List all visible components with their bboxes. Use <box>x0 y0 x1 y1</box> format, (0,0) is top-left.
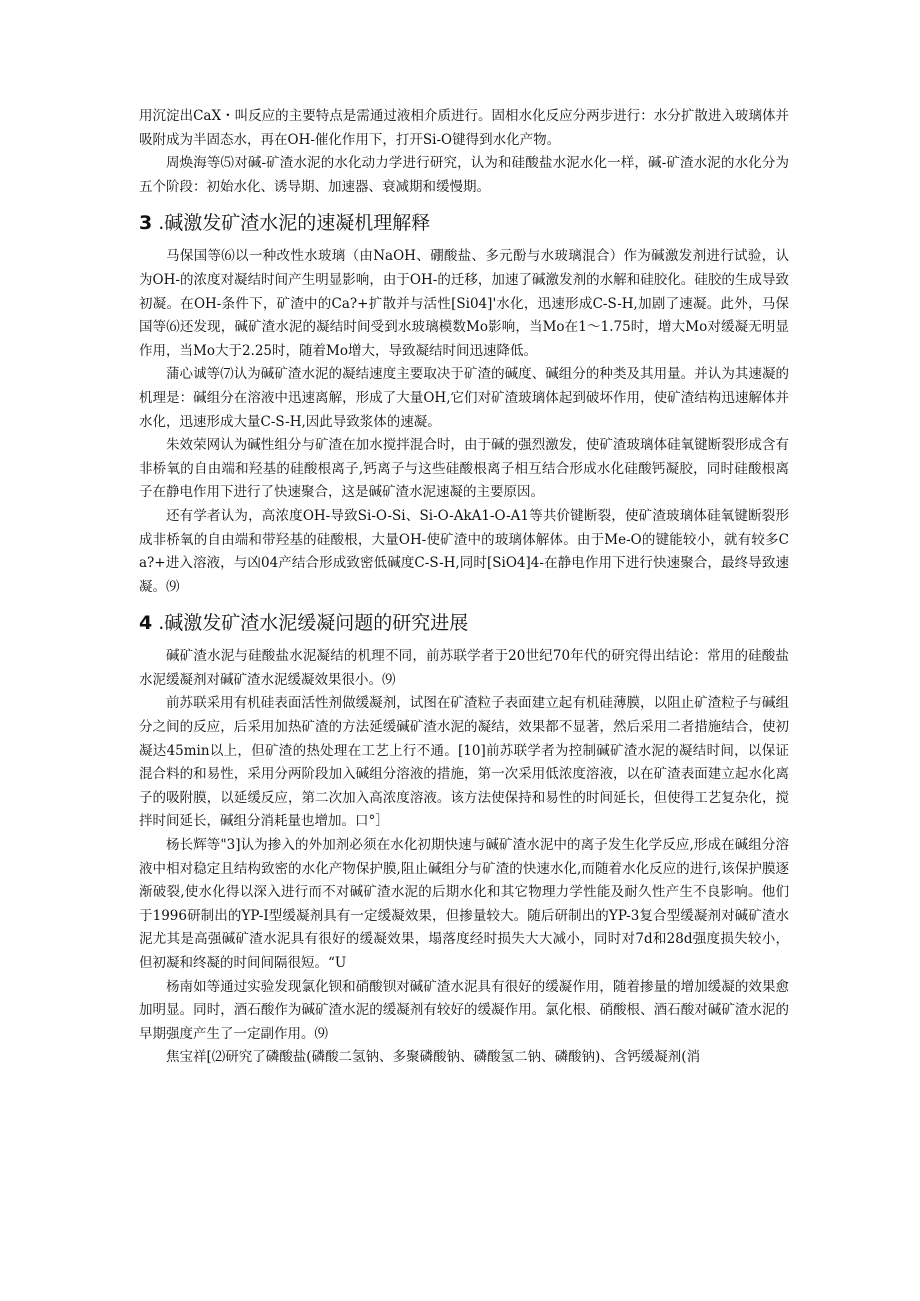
section-4-paragraph-2: 前苏联采用有机硅表面活性剂做缓凝剂，试图在矿渣粒子表面建立起有机硅薄膜，以阻止矿渣粒子与碱组分之间的反应，后采用加热矿渣的方法延缓碱矿渣水泥的凝结，效果都不显著，然后采用二者措施结合，使初凝达45min以上，但矿渣的热处理在工艺上行不通。[10]前苏联学者为控制碱矿渣水泥的凝结时间，以保证混合料的和易性，采用分两阶段加入碱组分溶液的措施，第一次采用低浓度溶液，以在矿渣表面建立起水化离子的吸附膜，以延缓反应，第二次加入高浓度溶液。该方法使保持和易性的时间延长，但使得工艺复杂化，搅拌时间延长，碱组分消耗量也增加。口°］ <box>139 695 789 830</box>
section-3-paragraph-1: 马保国等⑹以一种改性水玻璃（由NaOH、硼酸盐、多元酚与水玻璃混合）作为碱激发剂进行试验，认为OH-的浓度对凝结时间产生明显影响，由于OH-的迁移，加速了碱激发剂的水解和硅胶化。硅胶的生成导致初凝。在OH-条件下，矿渣中的Ca?+扩散并与活性[Si04]'水化，迅速形成C-S-H,加剧了速凝。此外，马保国等⑹还发现，碱矿渣水泥的凝结时间受到水玻璃模数Mo影响，当Mo在1～1.75时，增大Mo对缓凝无明显作用，当Mo大于2.25时，随着Mo增大，导致凝结时间迅速降低。 <box>139 248 789 359</box>
section-4-title: .碱激发矿渣水泥缓凝问题的研究进展 <box>158 612 469 635</box>
section-3-paragraph-4: 还有学者认为，高浓度OH-导致Si-O-Si、Si-O-AkA1-O-A1等共价键断裂，使矿渣玻璃体硅氧键断裂形成非桥氧的自由端和带羟基的硅酸根，大量OH-使矿渣中的玻璃体解体。由于Me-O的键能较小，就有较多Ca?+进入溶液，与凶04产结合形成致密低碱度C-S-H,同时[SiO4]4-在静电作用下进行快速聚合，最终导致速凝。⑼ <box>139 507 789 595</box>
section-4-number: 4 <box>139 612 153 635</box>
document-page <box>139 105 789 1070</box>
section-4-heading <box>139 609 789 637</box>
section-3-heading <box>139 209 789 237</box>
intro-paragraph-1: 用沉淀出CaX・叫反应的主要特点是需通过液相介质进行。固相水化反应分两步进行：水分扩散进入玻璃体并吸附成为半固态水，再在OH-催化作用下，打开Si-O键得到水化产物。 <box>139 108 789 148</box>
section-4-paragraph-5: 焦宝祥[⑵研究了磷酸盐(磷酸二氢钠、多聚磷酸钠、磷酸氢二钠、磷酸钠)、含钙缓凝剂(消 <box>166 1049 701 1066</box>
section-4-paragraph-3: 杨长辉等"3]认为掺入的外加剂必须在水化初期快速与碱矿渣水泥中的离子发生化学反应,形成在碱组分溶液中相对稳定且结构致密的水化产物保护膜,阻止碱组分与矿渣的快速水化,而随着水化反应的进行,该保护膜逐渐破裂,使水化得以深入进行而不对碱矿渣水泥的后期水化和其它物理力学性能及耐久性产生不良影响。他们于1996研制出的YP-I型缓凝剂具有一定缓凝效果，但掺量较大。随后研制出的YP-3复合型缓凝剂对碱矿渣水泥尤其是高强碱矿渣水泥具有很好的缓凝效果，塌落度经时损失大大减小，同时对7d和28d强度损失较小，但初凝和终凝的时间间隔很短。“U <box>139 837 789 971</box>
section-3-number: 3 <box>139 212 153 235</box>
section-3-title: .碱激发矿渣水泥的速凝机理解释 <box>158 212 431 235</box>
section-3-paragraph-3: 朱效荣网认为碱性组分与矿渣在加水搅拌混合时，由于碱的强烈激发，使矿渣玻璃体硅氧键断裂形成含有非桥氧的自由端和羟基的硅酸根离子,钙离子与这些硅酸根离子相互结合形成水化硅酸钙凝胶，同时硅酸根离子在静电作用下进行了快速聚合，这是碱矿渣水泥速凝的主要原因。 <box>139 437 789 501</box>
section-4-paragraph-4: 杨南如等通过实验发现氯化钡和硝酸钡对碱矿渣水泥具有很好的缓凝作用，随着掺量的增加缓凝的效果愈加明显。同时，酒石酸作为碱矿渣水泥的缓凝剂有较好的缓凝作用。氯化根、硝酸根、酒石酸对碱矿渣水泥的早期强度产生了一定副作用。⑼ <box>139 978 789 1042</box>
intro-paragraph-2: 周焕海等⑸对碱-矿渣水泥的水化动力学进行研究，认为和硅酸盐水泥水化一样，碱-矿渣水泥的水化分为五个阶段：初始水化、诱导期、加速器、衰减期和缓慢期。 <box>139 155 789 195</box>
section-3-paragraph-2: 蒲心诚等⑺认为碱矿渣水泥的凝结速度主要取决于矿渣的碱度、碱组分的种类及其用量。并认为其速凝的机理是：碱组分在溶液中迅速离解，形成了大量OH,它们对矿渣玻璃体起到破坏作用，使矿渣结构迅速解体并水化，迅速形成大量C-S-H,因此导致浆体的速凝。 <box>139 366 789 430</box>
section-4-paragraph-1: 碱矿渣水泥与硅酸盐水泥凝结的机理不同，前苏联学者于20世纪70年代的研究得出结论：常用的硅酸盐水泥缓凝剂对碱矿渣水泥缓凝效果很小。⑼ <box>139 648 789 688</box>
